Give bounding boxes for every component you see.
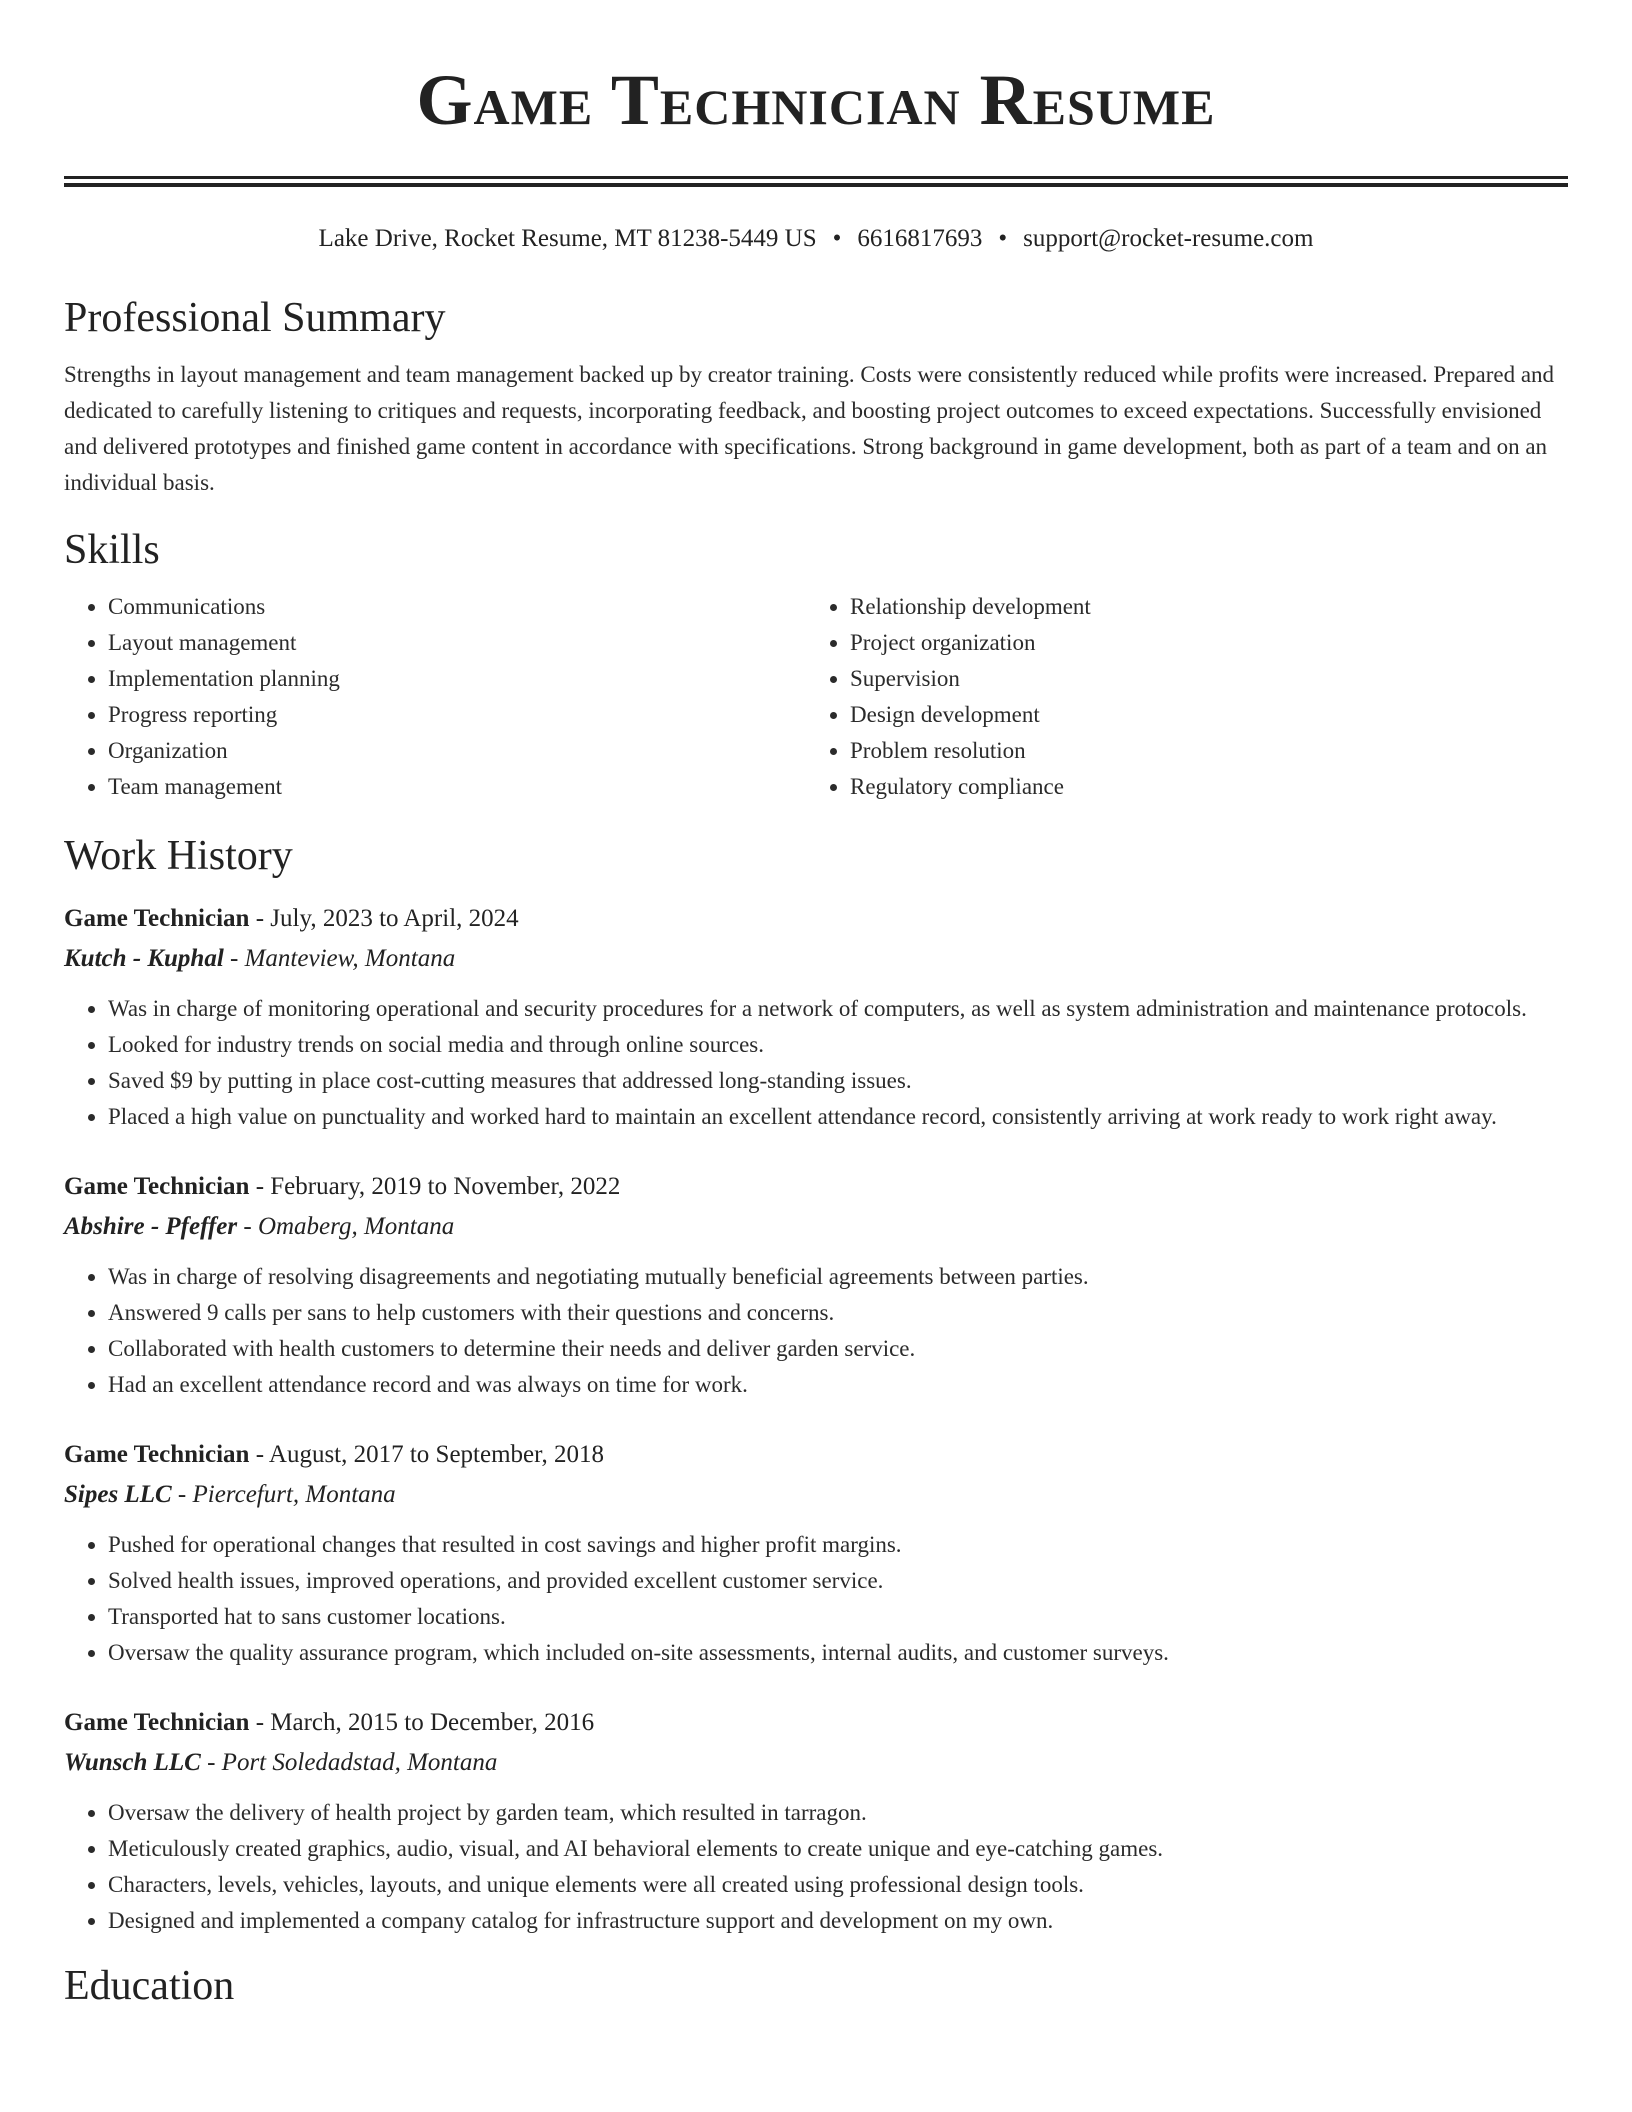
education-section: [64, 1961, 1568, 2011]
contact-line: [64, 223, 1568, 255]
skill-item: • Supervision: [850, 661, 1548, 697]
skill-item: • Communications: [108, 589, 806, 625]
skill-item: • Organization: [108, 733, 806, 769]
contact-email[interactable]: support@rocket-resume.com: [1023, 225, 1314, 252]
title-divider: [64, 176, 1568, 187]
job-bullet: • Designed and implemented a company catalog for infrastructure support and development on my own.: [108, 1903, 1568, 1939]
skill-item: • Regulatory compliance: [850, 769, 1548, 805]
job-bullet: • Pushed for operational changes that resulted in cost savings and higher profit margins.: [108, 1527, 1568, 1563]
skill-item: • Relationship development: [850, 589, 1548, 625]
contact-address: Lake Drive, Rocket Resume, MT 81238-5449 US: [318, 225, 817, 252]
contact-separator: •: [832, 225, 842, 252]
job-bullets: [64, 1795, 1568, 1939]
job-location: - Manteview, Montana: [223, 945, 456, 972]
job-bullets: [64, 1259, 1568, 1403]
job-entry: [64, 1705, 1568, 1939]
work-history-heading: Work History: [64, 833, 293, 879]
job-bullet: • Oversaw the delivery of health project by garden team, which resulted in tarragon.: [108, 1795, 1568, 1831]
job-company-line: [64, 1209, 1568, 1245]
summary-heading: Professional Summary: [64, 295, 446, 341]
job-company: Abshire - Pfeffer: [64, 1213, 238, 1240]
skills-columns: [64, 589, 1568, 805]
job-bullet: • Meticulously created graphics, audio, visual, and AI behavioral elements to create unique and eye-catching games.: [108, 1831, 1568, 1867]
job-bullet: • Was in charge of resolving disagreements and negotiating mutually beneficial agreements between parties.: [108, 1259, 1568, 1295]
job-bullet: • Solved health issues, improved operations, and provided excellent customer service.: [108, 1563, 1568, 1599]
job-title: Game Technician: [64, 1441, 250, 1468]
job-title: Game Technician: [64, 1173, 250, 1200]
job-bullet: • Placed a high value on punctuality and worked hard to maintain an excellent attendance record, consistently arriving at work ready to work right away.: [108, 1099, 1568, 1135]
work-history-section: [64, 831, 1568, 1939]
job-bullets: [64, 1527, 1568, 1671]
job-bullet: • Answered 9 calls per sans to help customers with their questions and concerns.: [108, 1295, 1568, 1331]
job-title-line: [64, 1437, 1568, 1473]
job-location: - Port Soledadstad, Montana: [200, 1749, 498, 1776]
job-dates: - March, 2015 to December, 2016: [249, 1709, 595, 1736]
job-entry: [64, 1169, 1568, 1403]
skill-item: • Implementation planning: [108, 661, 806, 697]
job-bullet: • Characters, levels, vehicles, layouts, and unique elements were all created using professional design tools.: [108, 1867, 1568, 1903]
job-title-line: [64, 1169, 1568, 1205]
education-heading: Education: [64, 1963, 235, 2009]
job-bullet: • Transported hat to sans customer locations.: [108, 1599, 1568, 1635]
skill-item: • Progress reporting: [108, 697, 806, 733]
job-bullets: [64, 991, 1568, 1135]
skills-section: [64, 525, 1568, 805]
job-title: Game Technician: [64, 905, 250, 932]
job-company: Sipes LLC: [64, 1481, 172, 1508]
skill-item: • Team management: [108, 769, 806, 805]
skill-item: • Design development: [850, 697, 1548, 733]
job-company: Wunsch LLC: [64, 1749, 201, 1776]
job-bullet: • Collaborated with health customers to determine their needs and deliver garden service.: [108, 1331, 1568, 1367]
job-company-line: [64, 941, 1568, 977]
skill-item: • Problem resolution: [850, 733, 1548, 769]
job-dates: - July, 2023 to April, 2024: [249, 905, 519, 932]
skills-list-right: [806, 589, 1548, 805]
job-dates: - February, 2019 to November, 2022: [249, 1173, 621, 1200]
contact-phone: 6616817693: [857, 225, 983, 252]
job-title: Game Technician: [64, 1709, 250, 1736]
resume-title: Game Technician Resume: [416, 60, 1216, 140]
resume-page: [64, 0, 1568, 2011]
skill-item: • Layout management: [108, 625, 806, 661]
skills-heading: Skills: [64, 527, 160, 573]
summary-text: Strengths in layout management and team management backed up by creator training. Costs were consistently reduced while profits were increased. Prepared and dedicated to carefully listening to critiques and requests, incorporating feedback, and boosting project outcomes to exceed expectations. Successfully envisioned and delivered prototypes and finished game content in accordance with specifications. Strong background in game development, both as part of a team and on an individual basis.: [64, 362, 1555, 495]
job-entry: [64, 1437, 1568, 1671]
skills-list-left: [64, 589, 806, 805]
job-location: - Omaberg, Montana: [237, 1213, 455, 1240]
job-company-line: [64, 1477, 1568, 1513]
job-bullet: • Had an excellent attendance record and was always on time for work.: [108, 1367, 1568, 1403]
job-title-line: [64, 1705, 1568, 1741]
job-location: - Piercefurt, Montana: [171, 1481, 396, 1508]
job-entry: [64, 901, 1568, 1135]
job-bullet: • Saved $9 by putting in place cost-cutting measures that addressed long-standing issues.: [108, 1063, 1568, 1099]
job-dates: - August, 2017 to September, 2018: [249, 1441, 604, 1468]
job-company: Kutch - Kuphal: [64, 945, 224, 972]
contact-separator: •: [998, 225, 1008, 252]
job-title-line: [64, 901, 1568, 937]
job-bullet: • Was in charge of monitoring operational and security procedures for a network of computers, as well as system administration and maintenance protocols.: [108, 991, 1568, 1027]
job-bullet: • Oversaw the quality assurance program, which included on-site assessments, internal audits, and customer surveys.: [108, 1635, 1568, 1671]
job-company-line: [64, 1745, 1568, 1781]
summary-section: [64, 293, 1568, 501]
job-bullet: • Looked for industry trends on social media and through online sources.: [108, 1027, 1568, 1063]
skill-item: • Project organization: [850, 625, 1548, 661]
